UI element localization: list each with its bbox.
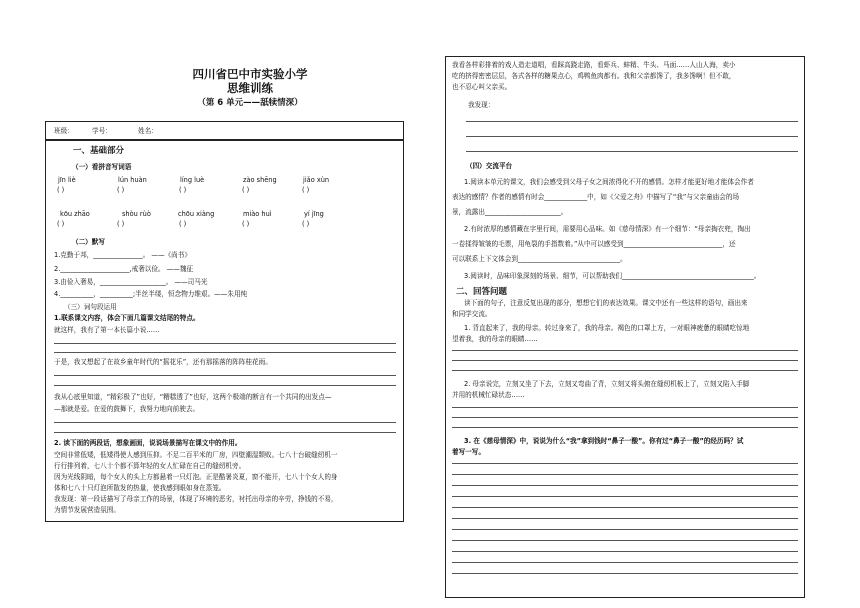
dictation-title: （二）默写 [72, 238, 105, 246]
answer-box[interactable]: ( ) [57, 220, 65, 228]
exchange-line[interactable]: 景，流露出_______________________。 [452, 208, 568, 216]
p2-line: 行行排列着，七八十个都不算年轻的女人忙碌在自己的缝纫机旁。 [54, 462, 246, 470]
usage-title: （三）词句段运用 [64, 303, 117, 311]
answer-box[interactable]: ( ) [242, 186, 250, 194]
answer-box[interactable]: ( ) [242, 220, 250, 228]
q2-line: 并用的机械忙碌状态…… [452, 391, 525, 399]
answer-line[interactable] [452, 360, 798, 361]
name-label: 姓名： [138, 127, 158, 135]
pinyin-item: zào shēng [243, 176, 277, 184]
fill-line[interactable]: 3.由俭入奢易，____________________。 ——司马光 [54, 278, 208, 286]
q1-line: 1. 背直起来了，我的母亲。转过身来了，我的母亲。褐色的口罩上方，一对眼神疲惫的眼睛吃惊地 [464, 324, 750, 332]
answer-line[interactable] [452, 540, 798, 541]
unit-title: （第 6 单元——舐犊情深） [197, 98, 303, 108]
found-label: 我发现： [468, 101, 495, 109]
intro-line: 和同学交流。 [452, 310, 492, 318]
top-line: 我看各样彩排着的戏人造走道唱，看踩高跷走路，看虾兵、蚌精、牛头、马面……人山人海，卖小 [452, 61, 736, 69]
answer-line[interactable] [54, 422, 396, 423]
answer-line[interactable] [452, 350, 798, 351]
student-id-label: 学号： [92, 127, 112, 135]
pinyin-item: líng luè [180, 176, 205, 184]
p2-line: 因为光线阴暗，每个女人的头上方都悬着一只灯泡。正是酷暑炎夏，窗不能开，七八十个女人的身 [54, 473, 338, 481]
fill-line[interactable]: 1.克勤于邦，_______________。 ——《尚书》 [54, 251, 191, 259]
answer-line[interactable] [452, 417, 798, 418]
exchange-line[interactable]: 可以联系上下文体会到_______________________________。 [452, 255, 627, 263]
p2-line: 空间非常低矮，低矮得使人感到压抑。不足二百平米的厂房，四壁潮湿颓败。七八十台破缝纫机一 [54, 451, 338, 459]
answer-line[interactable] [452, 463, 798, 464]
p2-line: 为情节发展营造氛围。 [54, 506, 120, 514]
p1-line: 我从心底里知道，“精彩极了”也好，“糟糕透了”也好，这两个极端的断言有一个共同的出发点— [54, 393, 332, 401]
pinyin-item: kōu zhāo [60, 210, 90, 218]
exchange-title: （四）交流平台 [466, 162, 513, 170]
answer-line[interactable] [452, 474, 798, 475]
pinyin-item: yí jīng [304, 210, 324, 218]
p1-line: 于是，我又想起了在故乡童年时代的“摇花乐”，还有那摇落的阵阵桂花雨。 [54, 358, 272, 366]
answer-line[interactable] [452, 485, 798, 486]
answer-line[interactable] [54, 385, 396, 386]
answer-box[interactable]: ( ) [117, 186, 125, 194]
answer-line[interactable] [54, 352, 396, 353]
answer-line[interactable] [54, 432, 396, 433]
top-line: 吃的挤得密密层层，各式各样的糖果点心，鸡鸭鱼肉都有。我和父亲都馋了，我多馋啊！但不敢， [452, 72, 736, 80]
exchange-line: 1.阅读本单元的课文，我们会感受到父母子女之间浓得化不开的感情。怎样才能更好地才能体会作者 [464, 178, 754, 186]
answer-line[interactable] [452, 518, 798, 519]
p2-title: 2. 读下面的两段话，想象画面，说说场景描写在课文中的作用。 [54, 439, 242, 447]
pinyin-item: jīn liè [58, 176, 76, 184]
p1-line: —那就是爱。在爱的鼓舞下，我努力地向前驶去。 [54, 405, 200, 413]
answer-line[interactable] [466, 121, 798, 122]
pinyin-item: chōu xiàng [178, 210, 215, 218]
pinyin-item: jiǎo xùn [303, 176, 330, 184]
exchange-line: 2.有时浓厚的感情藏在字里行间，需要用心品味。如《慈母情深》有一个细节：“母亲掏衣兜，掏出 [464, 225, 751, 233]
q3-line: 3. 在《慈母情深》中，说说为什么“我”拿到钱时“鼻子一酸”。你有过“鼻子一酸”的经历吗？试 [464, 437, 744, 445]
answer-section-title: 二、回答问题 [456, 287, 508, 297]
q3-line: 着写一写。 [452, 448, 485, 456]
fill-line[interactable]: 2._____________________,戒奢以俭。 ——魏征 [54, 265, 194, 273]
q1-line: 望着我，我的母亲的眼睛…… [452, 335, 538, 343]
exchange-line[interactable]: 一卷揉得皱皱的毛票，用龟裂的手指数着。”从中可以感受到______________________________，还 [452, 240, 736, 248]
answer-line[interactable] [452, 573, 798, 574]
answer-line[interactable] [452, 496, 798, 497]
page-subtitle: 思维训练 [227, 81, 273, 95]
answer-box[interactable]: ( ) [302, 186, 310, 194]
answer-line[interactable] [452, 529, 798, 530]
exchange-line[interactable]: 3.阅读时，品味印象深刻的场景、细节，可以帮助我们________________________________________。 [464, 272, 761, 280]
intro-line: 读下面的句子，注意反复出现的部分，想想它们的表达效果。课文中还有一些这样的语句，画出来 [464, 299, 748, 307]
pinyin-item: miào huì [243, 210, 272, 218]
answer-line[interactable] [452, 427, 798, 428]
answer-line[interactable] [452, 370, 798, 371]
p1-line: 就这样，我有了第一本长篇小说…… [54, 326, 160, 334]
pinyin-item: lún huàn [118, 176, 147, 184]
answer-line[interactable] [452, 407, 798, 408]
q2-line: 2. 母亲说完，立刻又坐了下去，立刻又弯曲了背，立刻又将头俯在缝纫机板上了，立刻又陷入手脚 [464, 380, 750, 388]
answer-line[interactable] [452, 551, 798, 552]
answer-box[interactable]: ( ) [302, 220, 310, 228]
p2-line: 我发现：第一段话描写了母亲工作的场景，体现了环境的恶劣，衬托出母亲的辛劳，挣钱的不易， [54, 495, 338, 503]
answer-box[interactable]: ( ) [57, 186, 65, 194]
basics-title: 一、基础部分 [73, 146, 125, 156]
p1-title: 1.联系课文内容，体会下面几篇课文结尾的特点。 [54, 314, 200, 322]
answer-line[interactable] [452, 507, 798, 508]
answer-box[interactable]: ( ) [179, 220, 187, 228]
answer-line[interactable] [466, 151, 798, 152]
exchange-line[interactable]: 表达的感情？作者的感情有时会_____________中，如《父爱之舟》中描写了“我”与父亲童庙会的场 [452, 193, 740, 201]
answer-box[interactable]: ( ) [117, 220, 125, 228]
answer-line[interactable] [54, 375, 396, 376]
answer-box[interactable]: ( ) [179, 186, 187, 194]
pinyin-section-title: （一）看拼音写词语 [72, 163, 132, 171]
top-line: 也不忍心叫父亲买。 [452, 83, 512, 91]
answer-line[interactable] [452, 562, 798, 563]
answer-line[interactable] [466, 136, 798, 137]
school-title: 四川省巴中市实验小学 [192, 67, 308, 81]
fill-line[interactable]: 4.__________，__________;半丝半缕，恒念物力维艰。——朱用纯 [54, 290, 248, 298]
p2-line: 体和七八十只灯泡所散发的热量，使我感到眼如身在蒸笼。 [54, 484, 226, 492]
answer-line[interactable] [54, 343, 396, 344]
class-label: 班级： [54, 127, 74, 135]
pinyin-item: shòu rùò [122, 210, 151, 218]
